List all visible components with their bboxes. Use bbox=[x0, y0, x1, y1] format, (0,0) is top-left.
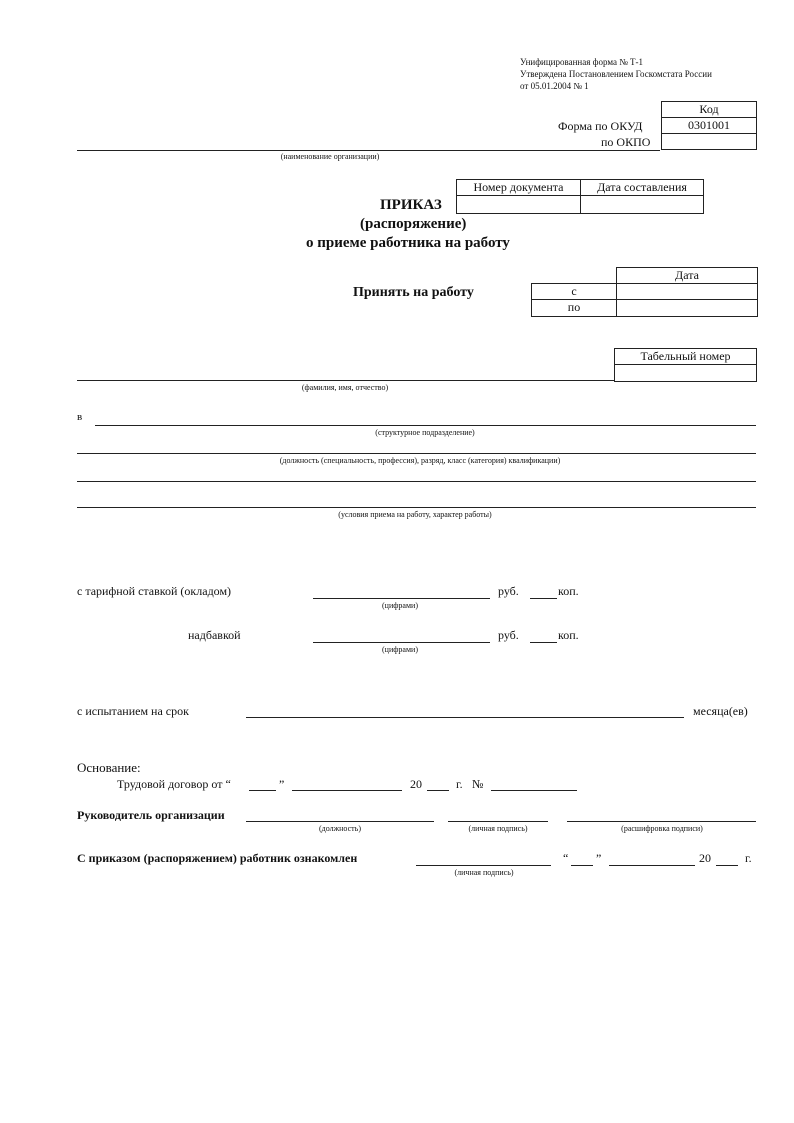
form-header-line3: от 05.01.2004 № 1 bbox=[520, 81, 589, 91]
ack-month-field[interactable] bbox=[609, 865, 695, 866]
conditions-field-1[interactable] bbox=[77, 481, 756, 482]
conditions-field-2[interactable] bbox=[77, 507, 756, 508]
department-field[interactable] bbox=[95, 425, 756, 426]
ack-year-prefix: 20 bbox=[699, 851, 711, 865]
order-subtitle: (распоряжение) bbox=[360, 216, 467, 232]
contract-quote-close: ” bbox=[279, 777, 285, 791]
ack-signature-caption: (личная подпись) bbox=[454, 868, 514, 877]
contract-prefix: Трудовой договор от “ bbox=[117, 777, 231, 791]
head-position-field[interactable] bbox=[246, 821, 434, 822]
head-signature-field[interactable] bbox=[448, 821, 548, 822]
contract-month-field[interactable] bbox=[292, 790, 402, 791]
rate-amount-field[interactable] bbox=[313, 598, 490, 599]
head-decoding-field[interactable] bbox=[567, 821, 756, 822]
head-signature-caption: (личная подпись) bbox=[468, 824, 528, 833]
contract-year-field[interactable] bbox=[427, 790, 449, 791]
conditions-caption: (условия приема на работу, характер работы) bbox=[338, 510, 492, 519]
hire-from-field[interactable] bbox=[616, 283, 758, 300]
department-caption: (структурное подразделение) bbox=[375, 428, 475, 437]
bonus-label: надбавкой bbox=[188, 628, 241, 642]
bonus-digits-caption: (цифрами) bbox=[382, 645, 418, 654]
hire-from-label: с bbox=[531, 283, 617, 300]
ack-label: С приказом (распоряжением) работник ознакомлен bbox=[77, 851, 358, 865]
bonus-kop-label: коп. bbox=[558, 628, 579, 642]
doc-date-field[interactable] bbox=[580, 195, 704, 214]
rate-rub-label: руб. bbox=[498, 584, 519, 598]
org-name-field[interactable] bbox=[77, 150, 660, 151]
bonus-amount-field[interactable] bbox=[313, 642, 490, 643]
doc-number-field[interactable] bbox=[456, 195, 581, 214]
bonus-kop-field[interactable] bbox=[530, 642, 557, 643]
ack-day-field[interactable] bbox=[571, 865, 593, 866]
position-field[interactable] bbox=[77, 453, 756, 454]
hire-to-field[interactable] bbox=[616, 299, 758, 317]
probation-unit: месяца(ев) bbox=[693, 704, 748, 718]
fio-caption: (фамилия, имя, отчество) bbox=[301, 383, 389, 392]
hire-date-header: Дата bbox=[616, 267, 758, 284]
contract-day-field[interactable] bbox=[249, 790, 276, 791]
contract-number-sign: № bbox=[472, 777, 484, 791]
hire-to-label: по bbox=[531, 299, 617, 317]
v-label: в bbox=[77, 411, 83, 423]
rate-digits-caption: (цифрами) bbox=[382, 601, 418, 610]
rate-label: с тарифной ставкой (окладом) bbox=[77, 584, 232, 598]
head-position-caption: (должность) bbox=[319, 824, 361, 833]
ack-quote-close: ” bbox=[596, 851, 602, 865]
basis-label: Основание: bbox=[77, 760, 141, 775]
tab-number-header: Табельный номер bbox=[614, 348, 757, 365]
ack-quote-open: “ bbox=[563, 851, 569, 865]
ack-year-suffix: г. bbox=[745, 851, 752, 865]
position-caption: (должность (специальность, профессия), разряд, класс (категория) квалификации) bbox=[279, 456, 561, 465]
probation-field[interactable] bbox=[246, 717, 684, 718]
okpo-label: по ОКПО bbox=[601, 135, 651, 149]
head-label: Руководитель организации bbox=[77, 808, 225, 822]
tab-number-field[interactable] bbox=[614, 364, 757, 382]
doc-date-header: Дата составления bbox=[580, 179, 704, 196]
kod-header: Код bbox=[661, 101, 757, 118]
rate-kop-label: коп. bbox=[558, 584, 579, 598]
head-decoding-caption: (расшифровка подписи) bbox=[621, 824, 703, 833]
okud-code-field[interactable]: 0301001 bbox=[661, 117, 757, 134]
contract-year-prefix: 20 bbox=[410, 777, 422, 791]
hire-label: Принять на работу bbox=[353, 285, 474, 300]
okpo-code-field[interactable] bbox=[661, 133, 757, 150]
doc-number-header: Номер документа bbox=[456, 179, 581, 196]
ack-signature-field[interactable] bbox=[416, 865, 551, 866]
order-title: ПРИКАЗ bbox=[380, 197, 442, 213]
order-subject: о приеме работника на работу bbox=[306, 235, 510, 251]
contract-number-field[interactable] bbox=[491, 790, 577, 791]
probation-label: с испытанием на срок bbox=[77, 704, 189, 718]
rate-kop-field[interactable] bbox=[530, 598, 557, 599]
form-header-line2: Утверждена Постановлением Госкомстата России bbox=[520, 69, 712, 79]
form-header-line1: Унифицированная форма № Т-1 bbox=[520, 57, 644, 67]
okud-label: Форма по ОКУД bbox=[558, 119, 643, 133]
org-name-caption: (наименование организации) bbox=[280, 152, 380, 161]
fio-field[interactable] bbox=[77, 380, 614, 381]
ack-year-field[interactable] bbox=[716, 865, 738, 866]
contract-year-suffix: г. bbox=[456, 777, 463, 791]
bonus-rub-label: руб. bbox=[498, 628, 519, 642]
